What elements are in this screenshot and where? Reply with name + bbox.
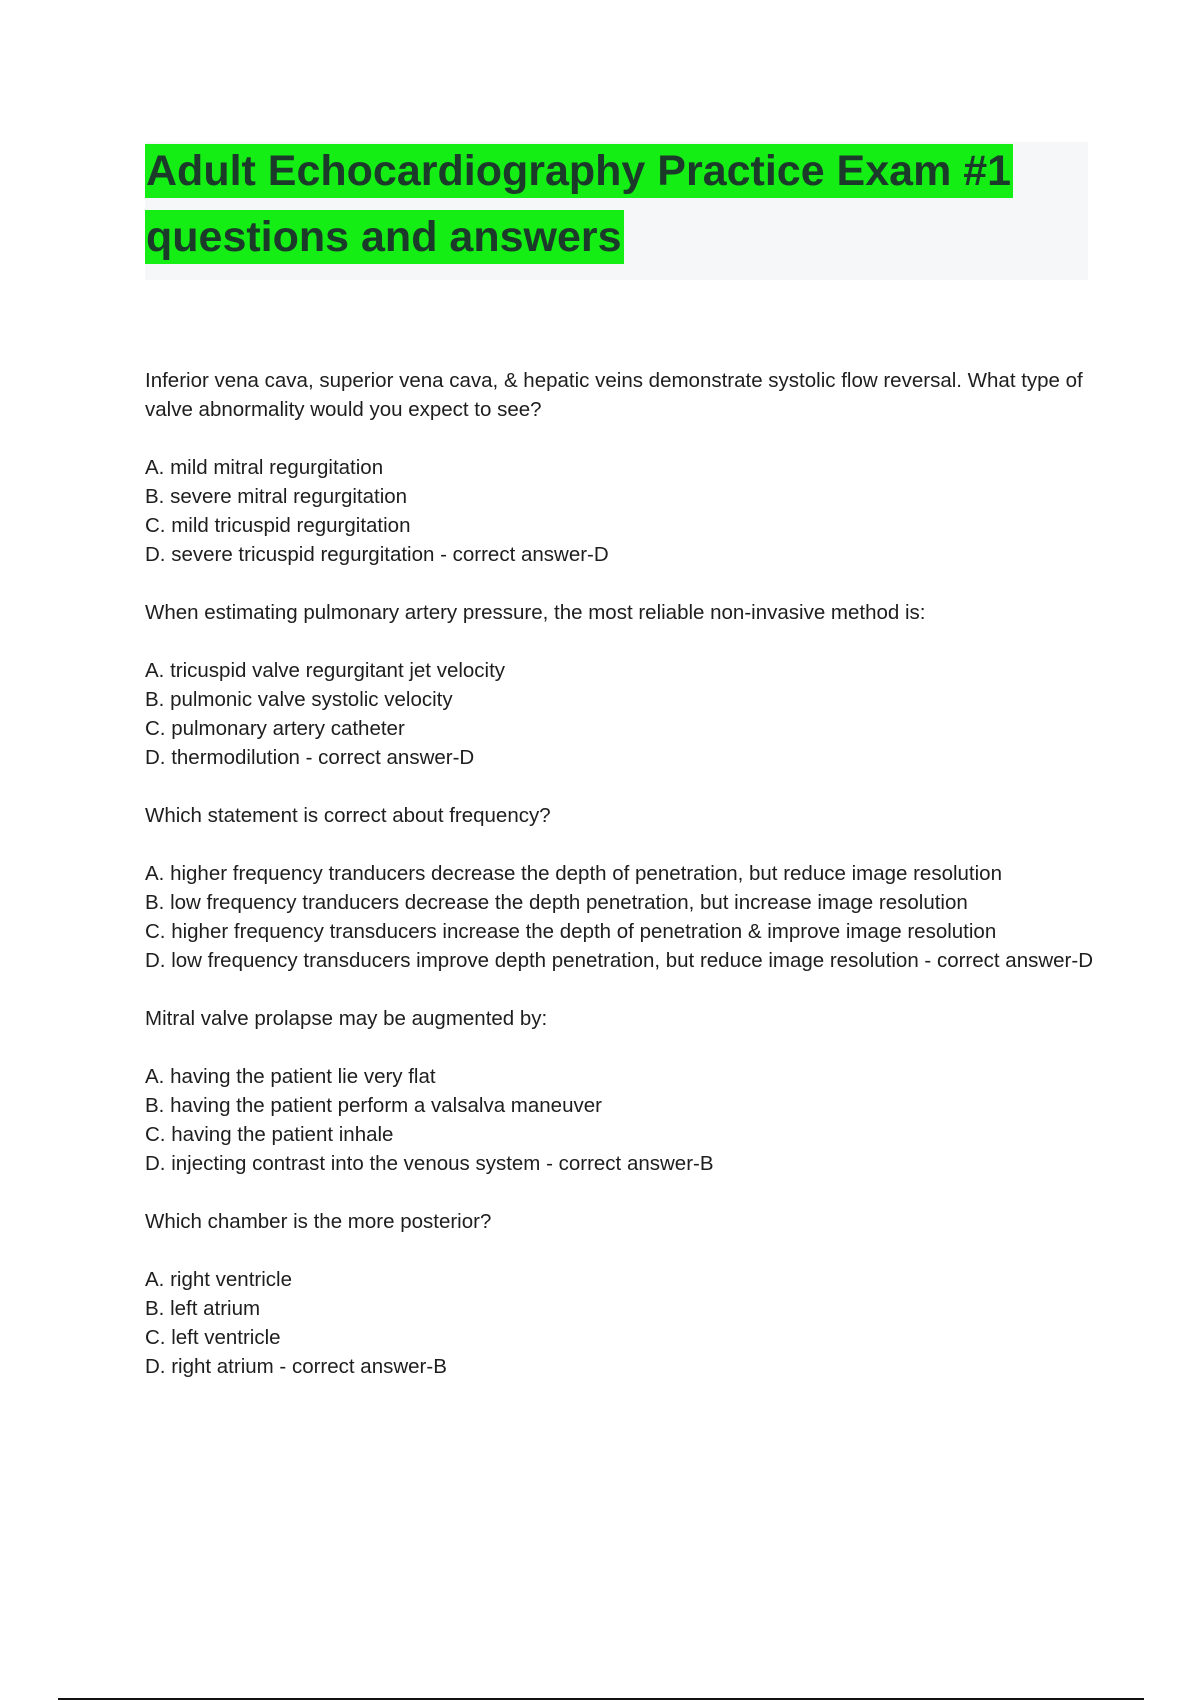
answer-option-b: B. severe mitral regurgitation [145, 485, 408, 508]
question-text: Mitral valve prolapse may be augmented by: [145, 1007, 548, 1030]
question-1 [145, 366, 1095, 569]
answer-option-a: A. tricuspid valve regurgitant jet velocity [145, 659, 506, 682]
answer-option-c: C. left ventricle [145, 1326, 281, 1349]
question-text: Which statement is correct about frequency? [145, 804, 551, 827]
question-list [145, 366, 1095, 1410]
answer-option-d: D. injecting contrast into the venous system - correct answer-B [145, 1152, 714, 1175]
answer-option-d: D. severe tricuspid regurgitation - correct answer-D [145, 543, 609, 566]
page-title-line-2: questions and answers [145, 210, 624, 264]
question-text: Which chamber is the more posterior? [145, 1210, 492, 1233]
answer-options [145, 453, 1095, 569]
question-3 [145, 801, 1095, 975]
page-title-line-1: Adult Echocardiography Practice Exam #1 [145, 144, 1013, 198]
answer-option-a: A. higher frequency tranducers decrease the depth of penetration, but reduce image resolution [145, 862, 1002, 885]
answer-options [145, 1265, 1095, 1381]
answer-options [145, 656, 1095, 772]
question-4 [145, 1004, 1095, 1178]
question-2 [145, 598, 1095, 772]
answer-option-a: A. mild mitral regurgitation [145, 456, 384, 479]
answer-options [145, 859, 1095, 975]
answer-option-a: A. right ventricle [145, 1268, 292, 1291]
answer-option-c: C. pulmonary artery catheter [145, 717, 405, 740]
answer-option-d: D. low frequency transducers improve depth penetration, but reduce image resolution - correct answer-D [145, 949, 1094, 972]
question-text: When estimating pulmonary artery pressure, the most reliable non-invasive method is: [145, 601, 926, 624]
answer-option-b: B. having the patient perform a valsalva maneuver [145, 1094, 602, 1117]
answer-option-d: D. right atrium - correct answer-B [145, 1355, 447, 1378]
question-5 [145, 1207, 1095, 1381]
answer-option-a: A. having the patient lie very flat [145, 1065, 436, 1088]
answer-option-b: B. low frequency tranducers decrease the depth penetration, but increase image resolution [145, 891, 968, 914]
answer-option-c: C. higher frequency transducers increase the depth of penetration & improve image resolution [145, 920, 997, 943]
answer-option-c: C. mild tricuspid regurgitation [145, 514, 411, 537]
answer-option-d: D. thermodilution - correct answer-D [145, 746, 475, 769]
answer-option-b: B. left atrium [145, 1297, 261, 1320]
question-text: Inferior vena cava, superior vena cava, & hepatic veins demonstrate systolic flow reversal. What type of valve abnormality would you expect to see? [145, 369, 1083, 421]
answer-option-b: B. pulmonic valve systolic velocity [145, 688, 453, 711]
answer-option-c: C. having the patient inhale [145, 1123, 394, 1146]
title-block [145, 142, 1088, 280]
answer-options [145, 1062, 1095, 1178]
